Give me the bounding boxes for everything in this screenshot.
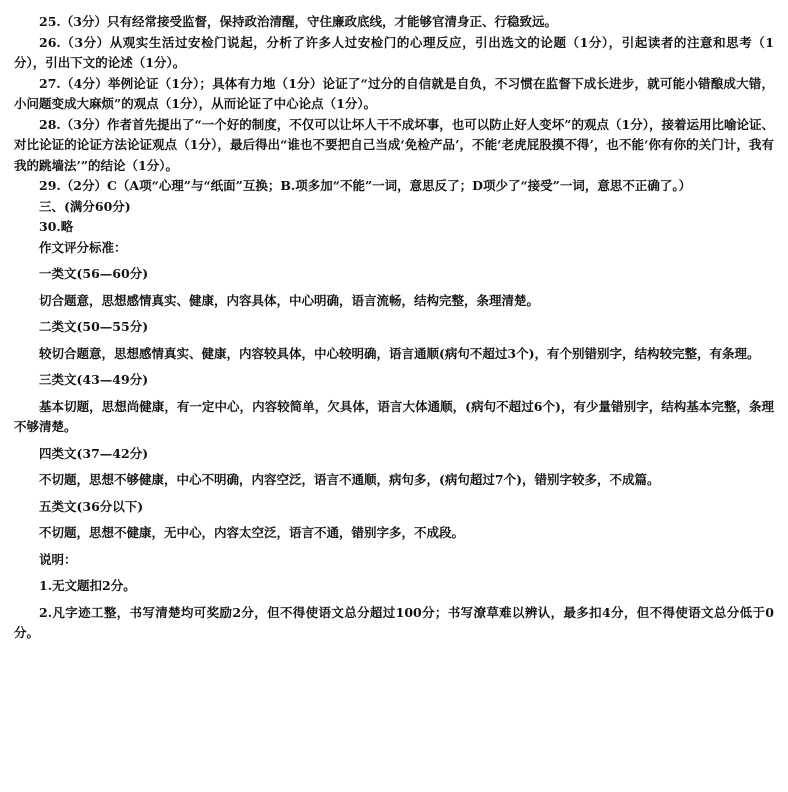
grade-1-title: 一类文(56—60分) xyxy=(39,266,149,281)
answer-27: 27.（4分）举例论证（1分）；具体有力地（1分）论证了“过分的自信就是自负，不习惯在监督下成长进步，就可能小错酿成大错，小问题变成大麻烦”的观点（1分），从而论证了中心论点（1分）。 xyxy=(14,75,774,111)
note-2: 2.凡字迹工整，书写清楚均可奖励2分，但不得使语文总分超过100分；书写潦草难以辨认，最多扣4分，但不得使语文总分低于0分。 xyxy=(14,604,774,640)
grade-3-title: 三类文(43—49分) xyxy=(39,372,149,387)
answer-30: 30.略 xyxy=(39,219,74,234)
notes-title: 说明： xyxy=(39,551,77,567)
grade-4-desc: 不切题，思想不够健康，中心不明确，内容空泛，语言不通顺，病句多，(病句超过7个)，错别字较多，不成篇。 xyxy=(39,472,660,487)
section-3-heading: 三、(满分60分) xyxy=(39,198,131,214)
note-1: 1.无文题扣2分。 xyxy=(39,578,136,593)
grade-5-desc: 不切题，思想不健康，无中心，内容太空泛，语言不通，错别字多，不成段。 xyxy=(39,525,465,540)
grade-2-title: 二类文(50—55分) xyxy=(39,319,149,334)
answer-28: 28.（3分）作者首先提出了“一个好的制度，不仅可以让坏人干不成坏事，也可以防止好人变坏”的观点（1分），接着运用比喻论证、对比论证的论证方法论证观点（1分），最后得出“谁也不要把自己当成‘免检产品’，不能‘老虎屁股摸不得’，也不能‘你有你的关门计，我有我的跳墙法’”的结论（1分）。 xyxy=(14,116,774,173)
answer-29: 29.（2分）C（A项“心理”与“纸面”互换；B.项多加“不能”一词，意思反了；D项少了“接受”一词，意思不正确了。） xyxy=(39,178,692,193)
grade-4-title: 四类文(37—42分) xyxy=(39,445,149,461)
answer-25: 25.（3分）只有经常接受监督，保持政治清醒，守住廉政底线，才能够官清身正、行稳致远。 xyxy=(39,14,557,29)
grade-2-desc: 较切合题意，思想感情真实、健康，内容较具体，中心较明确，语言通顺(病句不超过3个)，有个别错别字，结构较完整，有条理。 xyxy=(39,345,760,361)
criteria-title: 作文评分标准： xyxy=(39,239,127,255)
grade-5-title: 五类文(36分以下) xyxy=(39,498,144,514)
answer-26: 26.（3分）从观实生活过安检门说起，分析了许多人过安检门的心理反应，引出选文的论题（1分），引起读者的注意和思考（1分），引出下文的论述（1分）。 xyxy=(14,34,774,70)
grade-3-desc: 基本切题，思想尚健康，有一定中心，内容较简单，欠具体，语言大体通顺，(病句不超过6个)，有少量错别字，结构基本完整，条理不够清楚。 xyxy=(14,398,774,434)
grade-1-desc: 切合题意，思想感情真实、健康，内容具体，中心明确，语言流畅，结构完整，条理清楚。 xyxy=(39,292,540,308)
